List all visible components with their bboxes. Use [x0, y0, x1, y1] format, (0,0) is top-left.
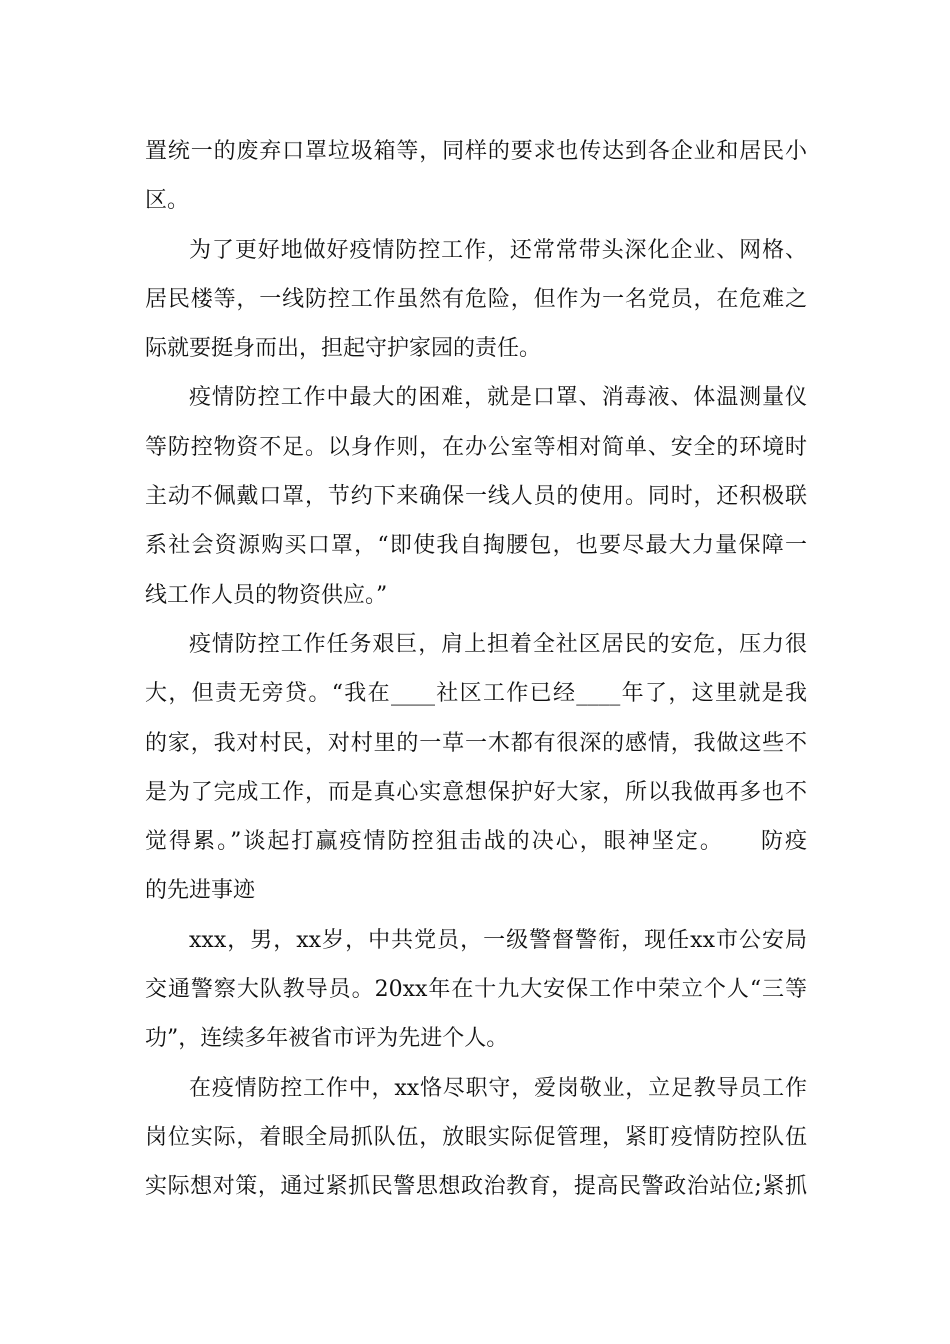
text-line: 居民楼等，一线防控工作虽然有危险，但作为一名党员，在危难之	[145, 286, 807, 312]
text-line: 实际想对策，通过紧抓民警思想政治教育，提高民警政治站位;紧抓	[145, 1174, 807, 1200]
text-line: 置统一的废弃口罩垃圾箱等，同样的要求也传达到各企业和居民小	[145, 139, 807, 164]
text-line: 是为了完成工作，而是真心实意想保护好大家，所以我做再多也不	[145, 779, 807, 805]
text-line: 觉得累。”谈起打赢疫情防控狙击战的决心，眼神坚定。 防疫	[145, 829, 807, 855]
text-line: xxx，男，xx岁，中共党员，一级警督警衔，现任xx市公安局	[189, 927, 807, 953]
text-line: 区。	[145, 188, 190, 214]
text-line: 功”，连续多年被省市评为先进个人。	[145, 1026, 509, 1052]
text-line: 为了更好地做好疫情防控工作，还常常带头深化企业、网格、	[189, 237, 807, 263]
text-line: 大，但责无旁贷。“我在____社区工作已经____年了，这里就是我	[145, 681, 807, 707]
text-line: 系社会资源购买口罩，“即使我自掏腰包，也要尽最大力量保障一	[145, 533, 807, 559]
text-line: 交通警察大队教导员。20xx年在十九大安保工作中荣立个人“三等	[145, 977, 807, 1003]
text-line: 等防控物资不足。以身作则，在办公室等相对简单、安全的环境时	[145, 434, 807, 460]
text-line: 际就要挺身而出，担起守护家园的责任。	[145, 336, 542, 362]
text-line: 疫情防控工作中最大的困难，就是口罩、消毒液、体温测量仪	[189, 385, 807, 411]
text-line: 的家，我对村民，对村里的一草一木都有很深的感情，我做这些不	[145, 730, 807, 756]
text-line: 主动不佩戴口罩，节约下来确保一线人员的使用。同时，还积极联	[145, 484, 807, 510]
text-line: 在疫情防控工作中，xx恪尽职守，爱岗敬业，立足教导员工作	[189, 1075, 807, 1101]
text-line: 疫情防控工作任务艰巨，肩上担着全社区居民的安危，压力很	[189, 631, 807, 657]
text-line: 岗位实际，着眼全局抓队伍，放眼实际促管理，紧盯疫情防控队伍	[145, 1124, 807, 1150]
text-line: 的先进事迹	[145, 878, 256, 904]
text-line: 线工作人员的物资供应。”	[145, 582, 388, 608]
document-body	[145, 127, 807, 1212]
